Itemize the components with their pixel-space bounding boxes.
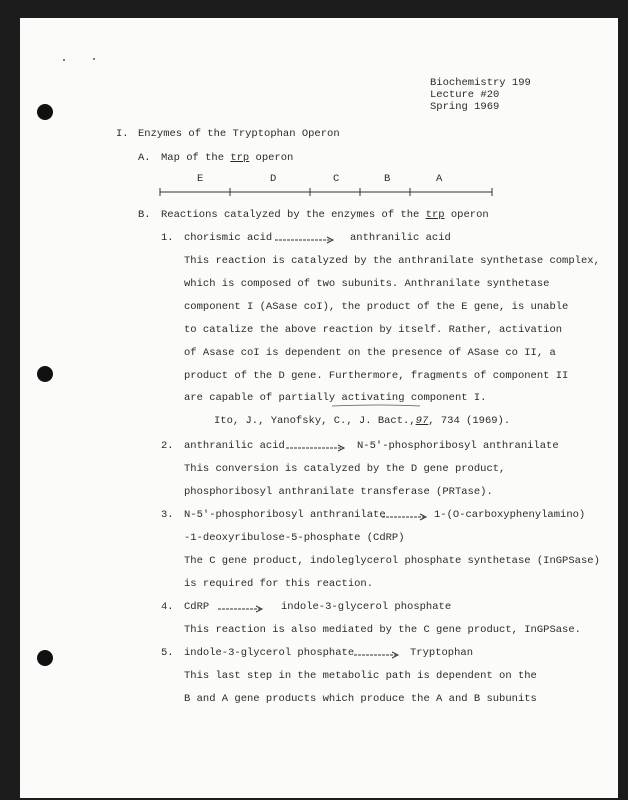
reaction-3-product: 1-(O-carboxyphenylamino) xyxy=(434,509,586,521)
subsection-b-text: Reactions catalyzed by the enzymes of the xyxy=(161,209,426,221)
reaction-2-substrate: anthranilic acid xyxy=(184,440,285,452)
reaction-1-line-3: component I (ASase coI), the product of the E gene, is unable xyxy=(184,301,569,313)
reaction-3-line-2: is required for this reaction. xyxy=(184,578,374,590)
lecture-number: Lecture #20 xyxy=(430,89,500,101)
reaction-1-line-5: of Asase coI is dependent on the presence of ASase co II, a xyxy=(184,347,556,359)
reaction-2-product: N-5'-phosphoribosyl anthranilate xyxy=(357,440,559,452)
handwritten-underline xyxy=(332,404,422,408)
reaction-4-product: indole-3-glycerol phosphate xyxy=(281,601,452,613)
section-title: Enzymes of the Tryptophan Operon xyxy=(138,128,340,140)
reaction-4-substrate: CdRP xyxy=(184,601,210,613)
reaction-2-line-2: phosphoribosyl anthranilate transferase (PRTase). xyxy=(184,486,493,498)
reaction-4-number: 4. xyxy=(161,601,174,613)
reaction-5-line-2: B and A gene products which produce the A and B subunits xyxy=(184,693,537,705)
gene-label-a: A xyxy=(436,173,443,185)
reaction-1-line-7: are capable of partially activating component I. xyxy=(184,392,487,404)
subsection-b-heading xyxy=(161,209,489,221)
reaction-3-number: 3. xyxy=(161,509,174,521)
reaction-5-line-1: This last step in the metabolic path is dependent on the xyxy=(184,670,537,682)
reaction-5-number: 5. xyxy=(161,647,174,659)
gene-label-e: E xyxy=(197,173,204,185)
subsection-a-text: Map of the xyxy=(161,152,231,164)
reaction-3-substrate: N-5'-phosphoribosyl anthranilate xyxy=(184,509,386,521)
reference-pages: , 734 (1969). xyxy=(428,415,511,427)
reaction-1-substrate: chorismic acid xyxy=(184,232,273,244)
section-numeral: I. xyxy=(116,128,129,140)
reaction-arrow-icon xyxy=(382,513,428,521)
reaction-1-line-1: This reaction is catalyzed by the anthranilate synthetase complex, xyxy=(184,255,600,267)
reaction-2-number: 2. xyxy=(161,440,174,452)
reaction-2-line-1: This conversion is catalyzed by the D gene product, xyxy=(184,463,506,475)
reference-volume: 97 xyxy=(415,415,429,427)
term: Spring 1969 xyxy=(430,101,500,113)
reaction-1-line-2: which is composed of two subunits. Anthranilate synthetase xyxy=(184,278,550,290)
gene-label-d: D xyxy=(270,173,277,185)
subsection-b-text-end: operon xyxy=(444,209,489,221)
course-name: Biochemistry 199 xyxy=(430,77,531,89)
reaction-5-product: Tryptophan xyxy=(410,647,474,659)
subsection-b-letter: B. xyxy=(138,209,151,221)
reaction-3-line-1: The C gene product, indoleglycerol phosphate synthetase (InGPSase) xyxy=(184,555,600,567)
trp-emphasis: trp xyxy=(230,152,250,164)
reaction-4-line-1: This reaction is also mediated by the C gene product, InGPSase. xyxy=(184,624,581,636)
reaction-1-number: 1. xyxy=(161,232,174,244)
reaction-arrow-icon xyxy=(286,444,346,452)
reaction-5-substrate: indole-3-glycerol phosphate xyxy=(184,647,355,659)
reference-authors: Ito, J., Yanofsky, C., J. Bact., xyxy=(214,415,416,427)
reaction-arrow-icon xyxy=(275,236,335,244)
reaction-1-reference xyxy=(214,415,510,427)
reaction-arrow-icon xyxy=(218,605,264,613)
reaction-1-product: anthranilic acid xyxy=(350,232,451,244)
reaction-arrow-icon xyxy=(354,651,400,659)
reaction-1-line-6: product of the D gene. Furthermore, fragments of component II xyxy=(184,370,569,382)
gene-label-b: B xyxy=(384,173,391,185)
trp-emphasis: trp xyxy=(425,209,445,221)
reaction-3-product-continued: -1-deoxyribulose-5-phosphate (CdRP) xyxy=(184,532,405,544)
subsection-a-text-end: operon xyxy=(249,152,294,164)
subsection-a-letter: A. xyxy=(138,152,151,164)
gene-label-c: C xyxy=(333,173,340,185)
reaction-1-line-4: to catalize the above reaction by itself. Rather, activation xyxy=(184,324,563,336)
